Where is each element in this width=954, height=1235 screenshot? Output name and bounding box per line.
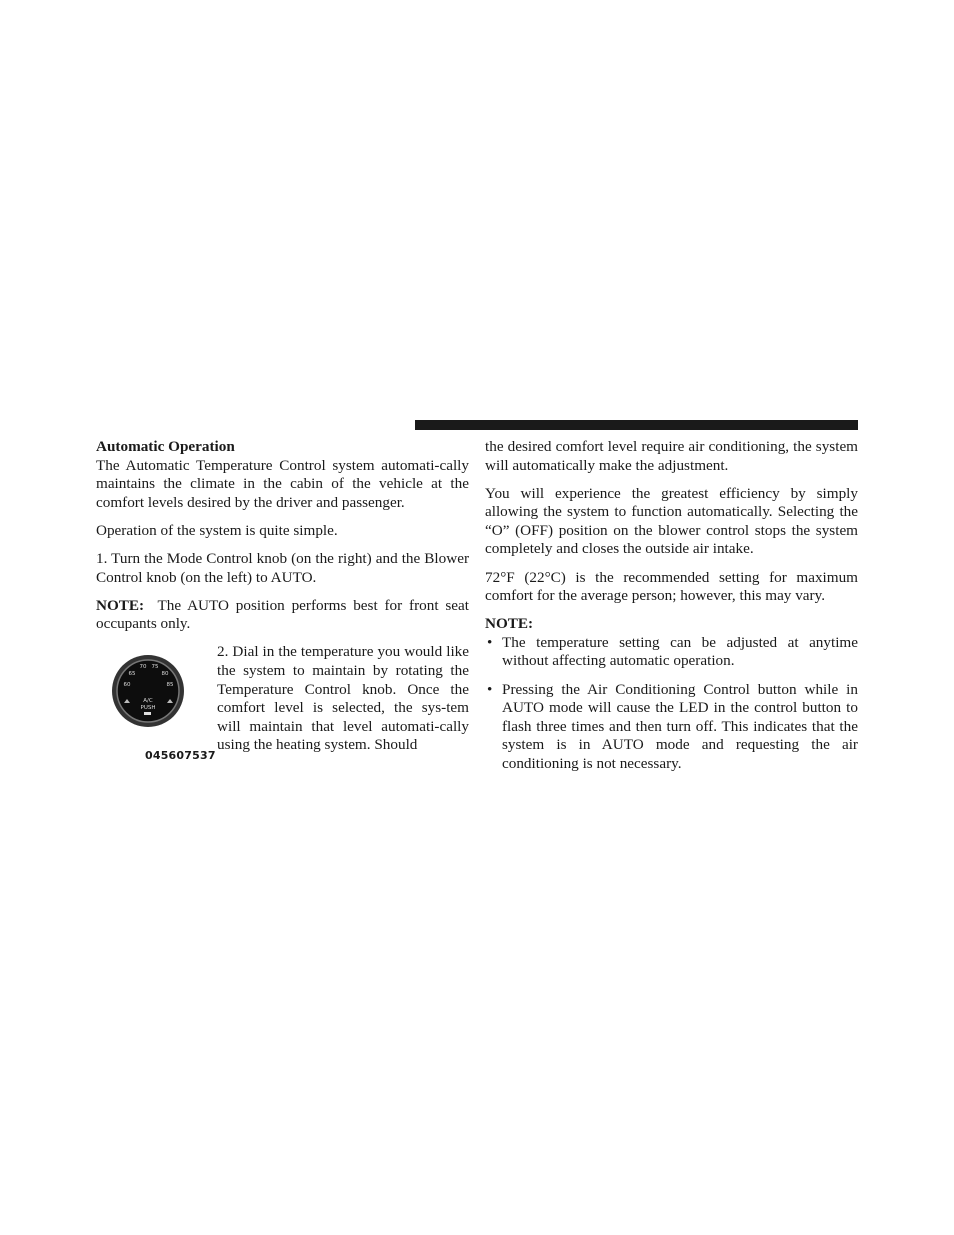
paragraph-intro: The Automatic Temperature Control system automati-cally maintains the climate in the cabin of the vehicle at the comfort levels desired by the driver and passenger. [96, 456, 469, 511]
paragraph-step-1: 1. Turn the Mode Control knob (on the right) and the Blower Control knob (on the left) to AUTO. [96, 549, 469, 586]
list-item [485, 681, 858, 774]
knob-center-push: PUSH [140, 705, 156, 712]
paragraph-recommended: 72°F (22°C) is the recommended setting for maximum comfort for the average person; however, this may vary. [485, 568, 858, 605]
knob-label-70: 70 [139, 664, 147, 671]
knob-label-80: 80 [161, 671, 169, 678]
note-paragraph [96, 597, 469, 634]
figure-caption: 045607537 [145, 749, 216, 763]
knob-label-65: 65 [128, 671, 136, 678]
note-list [485, 634, 858, 774]
note-label-right: NOTE: [485, 615, 534, 633]
bullet-icon: • [487, 633, 493, 651]
list-item-text: The temperature setting can be adjusted at anytime without affecting automatic operation. [502, 633, 858, 670]
list-item-text: Pressing the Air Conditioning Control button while in AUTO mode will cause the LED in the control button to flash three times and then turn off. This indicates that the system is in AUTO mode and requesting the air conditioning is not necessary. [502, 680, 858, 772]
knob-label-85: 85 [166, 682, 174, 689]
right-column [485, 438, 858, 783]
paragraph-simple: Operation of the system is quite simple. [96, 521, 338, 539]
section-heading: Automatic Operation [96, 438, 235, 455]
temperature-knob-figure [110, 649, 210, 759]
knob-center-ac: A/C [143, 698, 153, 705]
knob-label-60: 60 [123, 682, 131, 689]
temperature-knob-icon [110, 649, 190, 737]
note-label: NOTE: [96, 596, 145, 614]
list-item [485, 634, 858, 671]
paragraph-step-2: 2. Dial in the temperature you would like the system to maintain by rotating the Temperature Control knob. Once the comfort level is selected, the sys-tem will maintain that level automati-cally using the heating system. Should [217, 643, 469, 754]
header-rule [415, 420, 858, 430]
bullet-icon: • [487, 680, 493, 698]
left-column [96, 438, 469, 763]
figure-row [96, 643, 469, 763]
paragraph-efficiency: You will experience the greatest efficiency by simply allowing the system to function automatically. Selecting the “O” (OFF) position on the blower control stops the system completely and closes the outside air intake. [485, 484, 858, 558]
knob-label-75: 75 [151, 664, 159, 671]
paragraph-continued: the desired comfort level require air conditioning, the system will automatically make the adjustment. [485, 438, 858, 474]
note-text: The AUTO position performs best for front seat occupants only. [96, 596, 469, 633]
